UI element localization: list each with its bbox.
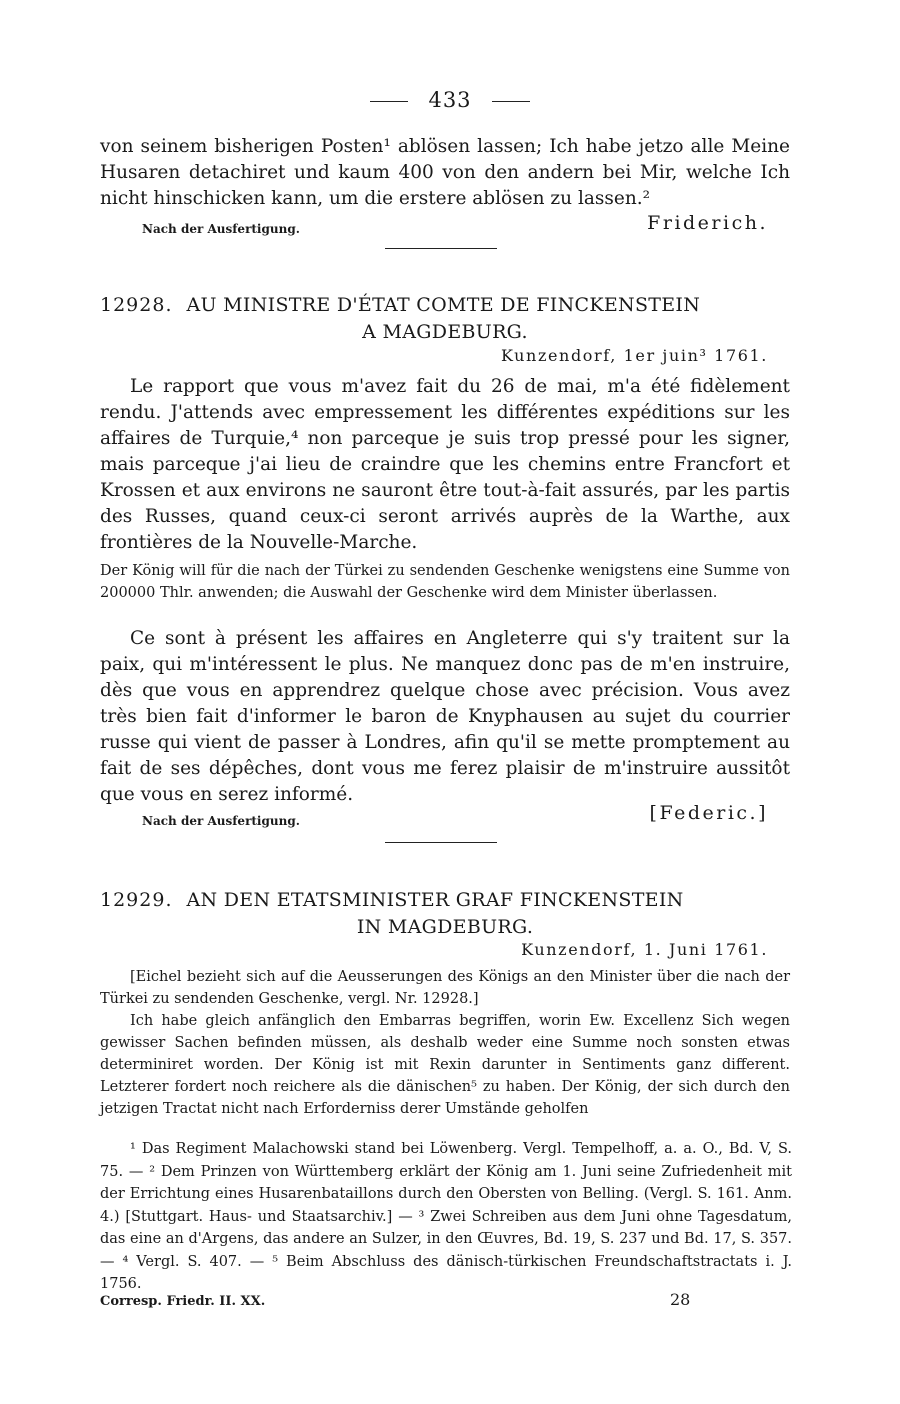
continued-letter-text [100, 134, 790, 212]
letter-12928-note [100, 560, 790, 604]
page-header [0, 88, 900, 112]
footer-sheet-number: 28 [670, 1290, 691, 1309]
letter-12928-body-2 [100, 626, 790, 808]
letter-12928-paragraph-2: Ce sont à présent les affaires en Angleterre qui s'y traitent sur la paix, qui m'intéressent le plus. Ne manquez donc pas de m'en instruire, dès que vous en apprendrez quelque chose avec précision. Vous avez très bien fait d'informer le baron de Knyphausen au sujet du courrier russe qui vient de passer à Londres, afin qu'il se mette promptement au fait de ses dépêches, dont vous me ferez plaisir de m'instruire aussitôt que vous en serez informé. [100, 628, 790, 805]
letter-12929-title-line2: IN MAGDEBURG. [356, 916, 534, 938]
section-divider-1 [385, 248, 497, 249]
letter-12929-heading [100, 887, 790, 941]
letter-12928-body [100, 374, 790, 556]
header-dash-right [492, 101, 530, 102]
continued-paragraph: von seinem bisherigen Posten¹ ablösen lassen; Ich habe jetzo alle Meine Husaren detachiret und kaum 400 von den andern bei Mir, welche Ich nicht hinschicken kann, um die erstere ablösen zu lassen.² [100, 136, 790, 209]
letter-12928-paragraph-1: Le rapport que vous m'avez fait du 26 de mai, m'a été fidèlement rendu. J'attends avec empressement les différentes expéditions sur les affaires de Turquie,⁴ non parceque je suis trop pressé pour les signer, mais parceque j'ai lieu de craindre que les chemins entre Francfort et Krossen et aux environs ne sauront être tout-à-fait assurés, par les partis des Russes, quand ceux-ci seront arrivés auprès de la Warthe, aux frontières de la Nouvelle-Marche. [100, 376, 790, 553]
letter-12929-dateline: Kunzendorf, 1. Juni 1761. [521, 940, 768, 959]
footer-signature-mark: Corresp. Friedr. II. XX. [100, 1294, 266, 1309]
section-divider-2 [385, 842, 497, 843]
page-number: 433 [428, 88, 472, 112]
letter-12929-paragraph: Ich habe gleich anfänglich den Embarras begriffen, worin Ew. Excellenz Sich wegen gewisser Sachen befinden müssen, als deshalb weder eine Summe noch sonsten etwas determiniret worden. Der König ist mit Rexin darunter in Sentiments ganz different. Letzterer fordert noch reichere als die dänischen⁵ zu haben. Der König, der sich durch den jetzigen Tractat nicht nach Erforderniss derer Umstände geholfen [100, 1013, 790, 1117]
footnotes-text: ¹ Das Regiment Malachowski stand bei Löwenberg. Vergl. Tempelhoff, a. a. O., Bd. V, S. 75. — ² Dem Prinzen von Württemberg erklärt der König am 1. Juni seine Zufriedenheit mit der Errichtung eines Husarenbataillons durch den Obersten von Belling. (Vergl. S. 161. Anm. 4.) [Stuttgart. Haus- und Staatsarchiv.] — ³ Zwei Schreiben aus dem Juni ohne Tagesdatum, das eine an d'Argens, das andere an Sulzer, in den Œuvres, Bd. 19, S. 237 und Bd. 17, S. 357. — ⁴ Vergl. S. 407. — ⁵ Beim Abschluss des dänisch-türkischen Freundschaftstractats i. J. 1756. [100, 1141, 792, 1292]
footnotes [100, 1138, 792, 1296]
top-signature: Friderich. [647, 212, 768, 234]
letter-12928-source-note: Nach der Ausfertigung. [142, 814, 300, 828]
letter-12928-title-line2: A MAGDEBURG. [362, 321, 528, 343]
letter-12928-signature: [Federic.] [649, 802, 768, 824]
letter-12928-note-text: Der König will für die nach der Türkei zu sendenden Geschenke wenigstens eine Summe von 200000 Thlr. anwenden; die Auswahl der Geschenke wird dem Minister überlassen. [100, 563, 790, 601]
letter-12928-number: 12928. [100, 294, 173, 316]
top-source-note: Nach der Ausfertigung. [142, 222, 300, 236]
letter-12928-dateline: Kunzendorf, 1er juin³ 1761. [500, 346, 768, 365]
letter-12929-number: 12929. [100, 889, 173, 911]
letter-12928-heading [100, 292, 790, 346]
letter-12929-editorial-note: [Eichel bezieht sich auf die Aeusserungen des Königs an den Minister über die nach der Türkei zu sendenden Geschenke, vergl. Nr. 12928.] [100, 969, 790, 1007]
letter-12928-title-line1: AU MINISTRE D'ÉTAT COMTE DE FINCKENSTEIN [186, 294, 701, 316]
header-dash-left [370, 101, 408, 102]
letter-12929-body [100, 966, 790, 1120]
letter-12929-title-line1: AN DEN ETATSMINISTER GRAF FINCKENSTEIN [186, 889, 684, 911]
